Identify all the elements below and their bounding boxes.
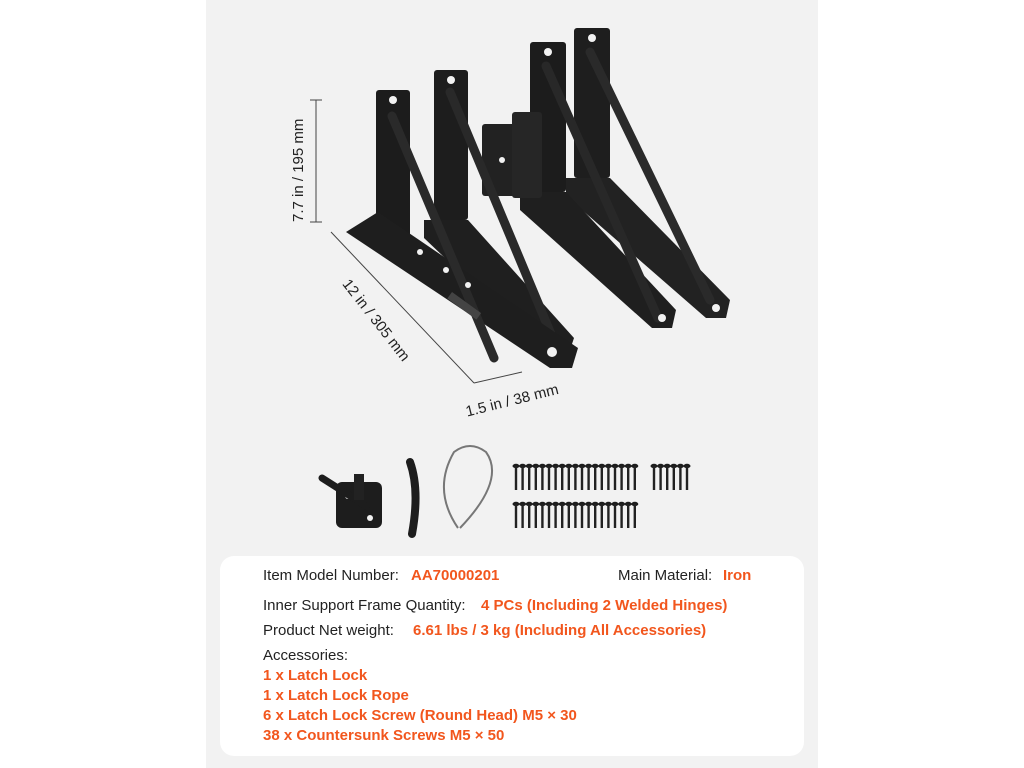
model-number-label: Item Model Number: <box>263 567 399 584</box>
screw-icon <box>651 464 658 490</box>
screw-icon <box>605 464 612 490</box>
length-dimension-label: 12 in / 305 mm <box>338 276 414 365</box>
screw-icon <box>579 502 586 528</box>
model-number-value: AA70000201 <box>411 567 500 584</box>
screw-icon <box>539 464 546 490</box>
screw-icon <box>585 464 592 490</box>
accessory-item: 38 x Countersunk Screws M5 × 50 <box>263 727 505 744</box>
screw-icon <box>513 502 520 528</box>
screw-icon <box>625 502 632 528</box>
material-label: Main Material: <box>618 567 713 584</box>
screw-icon <box>532 464 539 490</box>
screw-icon <box>684 464 691 490</box>
screw-icon <box>579 464 586 490</box>
accessories-label: Accessories: <box>263 647 349 664</box>
screw-icon <box>618 502 625 528</box>
screw-icon <box>572 464 579 490</box>
width-dimension-label: 1.5 in / 38 mm <box>464 381 561 421</box>
screw-icon <box>612 502 619 528</box>
screw-icon <box>664 464 671 490</box>
screw-icon <box>598 502 605 528</box>
specification-card <box>220 556 804 756</box>
screw-icon <box>565 464 572 490</box>
accessory-item: 1 x Latch Lock Rope <box>263 687 409 704</box>
screw-icon <box>598 464 605 490</box>
screw-icon <box>618 464 625 490</box>
latch-lock <box>322 474 382 528</box>
brackets-illustration <box>206 0 818 548</box>
screw-icon <box>552 464 559 490</box>
screw-icon <box>572 502 579 528</box>
screw-icon <box>670 464 677 490</box>
screw-icon <box>631 502 638 528</box>
net-weight-value: 6.61 lbs / 3 kg (Including All Accessories) <box>413 622 707 639</box>
screw-icon <box>677 464 684 490</box>
screw-icon <box>513 464 520 490</box>
screw-icon <box>612 464 619 490</box>
screw-icon <box>526 502 533 528</box>
screw-icon <box>657 464 664 490</box>
screw-icon <box>565 502 572 528</box>
screw-icon <box>559 464 566 490</box>
screw-icon <box>532 502 539 528</box>
screw-icon <box>585 502 592 528</box>
screw-icon <box>605 502 612 528</box>
product-figure <box>206 0 818 548</box>
screw-icon <box>526 464 533 490</box>
screw-icon <box>631 464 638 490</box>
screw-icon <box>559 502 566 528</box>
quantity-label: Inner Support Frame Quantity: <box>263 597 466 614</box>
screw-icon <box>625 464 632 490</box>
screw-icon <box>539 502 546 528</box>
latch-handle <box>410 462 416 534</box>
screw-icon <box>546 502 553 528</box>
latch-rope <box>444 446 492 528</box>
product-panel <box>206 0 818 768</box>
screw-icon <box>552 502 559 528</box>
material-value: Iron <box>723 567 752 584</box>
screw-icon <box>546 464 553 490</box>
screw-icon <box>592 464 599 490</box>
screw-icon <box>592 502 599 528</box>
quantity-value: 4 PCs (Including 2 Welded Hinges) <box>481 597 728 614</box>
screws-group <box>513 464 691 528</box>
screw-icon <box>519 464 526 490</box>
accessory-item: 1 x Latch Lock <box>263 667 368 684</box>
net-weight-label: Product Net weight: <box>263 622 394 639</box>
height-dimension-label: 7.7 in / 195 mm <box>290 118 307 222</box>
screw-icon <box>519 502 526 528</box>
accessory-item: 6 x Latch Lock Screw (Round Head) M5 × 30 <box>263 707 577 724</box>
